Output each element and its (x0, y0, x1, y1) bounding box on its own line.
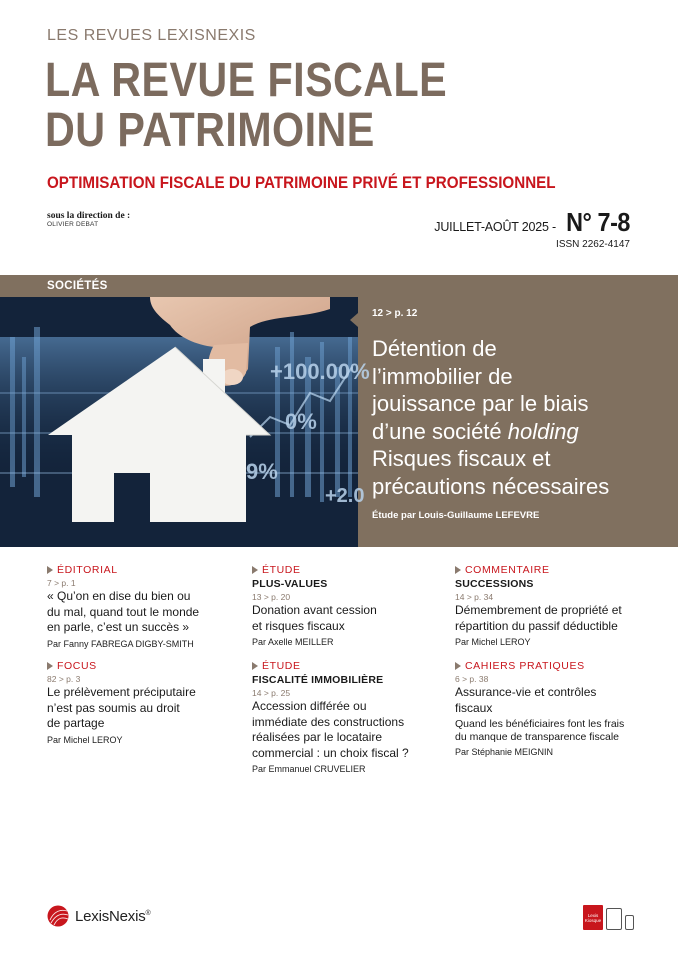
article-title-line: n’est pas soumis au droit (47, 700, 180, 715)
article-title (252, 603, 442, 634)
article-title-line: Assurance-vie et contrôles (455, 685, 597, 699)
article-author: Par Fanny FABREGA DIGBY-SMITH (47, 638, 194, 649)
section-label: COMMENTAIRE (465, 564, 550, 576)
article-author: Par Axelle MEILLER (252, 637, 334, 647)
section-cahiers-pratiques (455, 660, 655, 672)
article-title-line: fiscaux (455, 700, 493, 715)
section-editorial (47, 564, 237, 576)
feature-title-line-3: jouissance par le biais (372, 391, 589, 416)
publisher-name-text: LexisNexis (75, 907, 146, 925)
article-title (455, 603, 655, 634)
article-cahiers-pratiques (455, 660, 655, 757)
publisher-logo (47, 905, 151, 927)
lexisnexis-logo-icon (47, 905, 69, 927)
article-author: Par Stéphanie MEIGNIN (455, 747, 554, 757)
article-title (455, 685, 655, 716)
issue-info (434, 207, 630, 250)
section-label: ÉTUDE (262, 564, 301, 576)
triangle-right-icon (47, 566, 53, 574)
section-label: CAHIERS PRATIQUES (465, 660, 585, 672)
feature-subtitle-line-1: Risques fiscaux et (372, 446, 551, 471)
feature-title-line-1: Détention de (372, 336, 497, 361)
article-focus (47, 660, 237, 745)
article-subtitle (455, 718, 655, 744)
page-ref: 6 > p. 38 (455, 674, 489, 684)
page-ref: 14 > p. 25 (252, 688, 291, 698)
article-editorial (47, 564, 237, 649)
editorial-direction (47, 211, 130, 228)
section-label: FOCUS (57, 660, 97, 672)
article-title-line: Le prélèvement préciputaire (47, 685, 196, 699)
direction-label: sous la direction de : (47, 211, 131, 221)
feature-title (372, 335, 662, 500)
issue-date: JUILLET-AOÛT 2025 - (434, 220, 557, 234)
triangle-right-icon (455, 662, 461, 670)
photo-figure-1: +100.00% (270, 359, 370, 384)
article-subtitle-line: Quand les bénéficiaires font les frais (455, 718, 625, 730)
section-etude (252, 564, 442, 576)
article-title-line: réalisées par le locataire (252, 730, 383, 744)
photo-figure-4: +2.0 (325, 485, 365, 507)
article-author: Par Michel LEROY (47, 734, 123, 745)
page-ref: 82 > p. 3 (47, 674, 81, 684)
page-ref: 14 > p. 34 (455, 592, 494, 602)
feature-section: SOCIÉTÉS (47, 280, 108, 292)
feature-title-line-4-text: d’une société (372, 418, 508, 444)
tablet-icon (606, 908, 622, 930)
triangle-right-icon (252, 662, 258, 670)
article-title-line: Accession différée ou (252, 699, 367, 713)
journal-title (45, 56, 447, 156)
feature-title-italic: holding (507, 418, 579, 444)
section-etude (252, 660, 447, 672)
article-title-line: en parle, c’est un succès » (47, 620, 190, 634)
page-ref: 13 > p. 20 (252, 592, 291, 602)
director-name: OLIVIER DEBAT (47, 221, 99, 228)
section-focus (47, 660, 237, 672)
article-etude-fiscalite-immobiliere (252, 660, 447, 774)
article-title-line: « Qu’on en dise du bien ou (47, 589, 191, 603)
photo-figure-2: 0% (285, 409, 317, 434)
triangle-right-icon (47, 662, 53, 670)
issn: ISSN 2262-4147 (556, 239, 630, 250)
feature-title-line-2: l’immobilier de (372, 363, 513, 389)
feature-subtitle-line-2: précautions nécessaires (372, 473, 610, 499)
feature-page-ref: 12 > p. 12 (372, 308, 418, 319)
article-theme: FISCALITÉ IMMOBILIÈRE (252, 674, 384, 686)
kiosque-line-1: Lexis (587, 913, 599, 918)
article-title-line: de partage (47, 716, 105, 730)
article-commentaire (455, 564, 655, 647)
article-theme: PLUS-VALUES (252, 578, 328, 590)
article-theme: SUCCESSIONS (455, 578, 534, 590)
series-name: LES REVUES LEXISNEXIS (47, 27, 256, 44)
article-title (47, 589, 237, 636)
feature-title-line-4 (372, 418, 662, 446)
page-ref: 7 > p. 1 (47, 578, 76, 588)
lexis-kiosque-badge (583, 905, 603, 930)
article-title-line: immédiate des constructions (252, 714, 405, 729)
trademark-sign: ® (145, 909, 151, 917)
issue-number: N° 7-8 (566, 207, 630, 237)
publisher-name (75, 908, 151, 925)
photo-figure-3: 9% (246, 459, 278, 484)
house-in-hand-illustration (0, 297, 370, 547)
section-commentaire (455, 564, 655, 576)
article-author: Par Michel LEROY (455, 637, 531, 647)
section-label: ÉDITORIAL (57, 564, 118, 576)
article-title-line: Démembrement de propriété et (455, 603, 622, 617)
article-title-line: du mal, quand tout le monde (47, 604, 200, 619)
notch-pointer (350, 313, 358, 327)
article-title-line: commercial : un choix fiscal ? (252, 745, 409, 760)
article-title (252, 699, 447, 761)
article-author: Par Emmanuel CRUVELIER (252, 764, 366, 774)
journal-title-line-1: LA REVUE FISCALE (45, 54, 448, 107)
article-title (47, 685, 237, 732)
digital-availability (583, 905, 634, 930)
section-label: ÉTUDE (262, 660, 301, 672)
feature-band (0, 275, 678, 547)
triangle-right-icon (252, 566, 258, 574)
article-title-line: Donation avant cession (252, 603, 377, 617)
journal-title-line-2: DU PATRIMOINE (45, 104, 375, 157)
article-etude-plus-values (252, 564, 442, 647)
kiosque-line-2: Kiosque (584, 918, 602, 923)
cover-photo (0, 297, 370, 547)
article-title-line: et risques fiscaux (252, 618, 345, 633)
article-subtitle-line: du manque de transparence fiscale (455, 731, 620, 743)
journal-subtitle: OPTIMISATION FISCALE DU PATRIMOINE PRIVÉ ET PROFESSIONNEL (47, 174, 556, 192)
phone-icon (625, 915, 634, 930)
feature-author: Étude par Louis-Guillaume LEFEVRE (372, 510, 540, 521)
article-title-line: répartition du passif déductible (455, 618, 618, 633)
triangle-right-icon (455, 566, 461, 574)
